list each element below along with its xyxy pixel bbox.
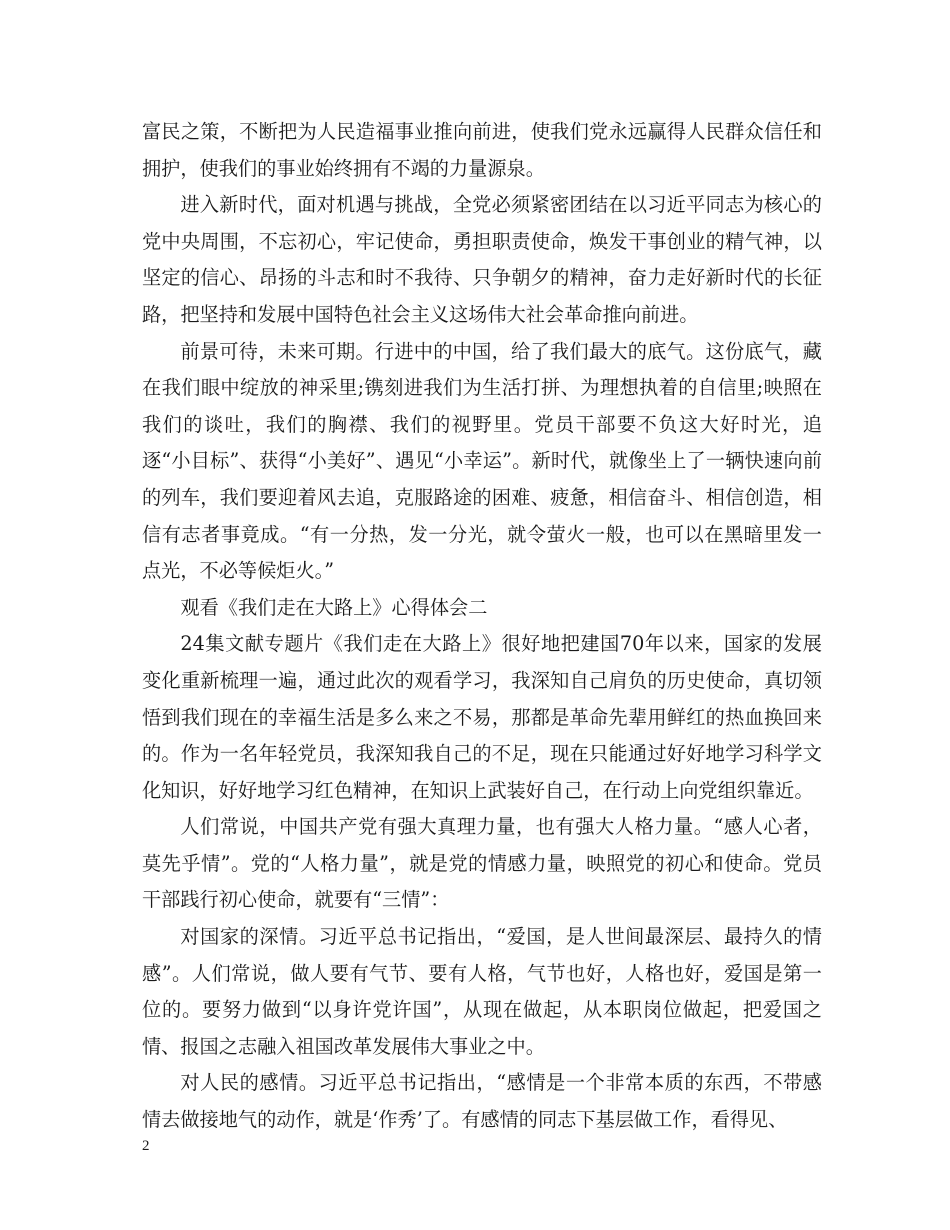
section-heading: 观看《我们走在大路上》心得体会二 [180,595,488,619]
paragraph-2: 进入新时代，面对机遇与挑战，全党必须紧密团结在以习近平同志为核心的党中央周围，不忘初心，牢记使命，勇担职责使命，焕发干事创业的精气神，以坚定的信心、昂扬的斗志和时不我待、只争朝夕的精神，奋力走好新时代的长征路，把坚持和发展中国特色社会主义这场伟大社会革命推向前进。 [142,193,822,326]
document-body [142,114,822,1139]
page-number: 2 [142,1138,150,1154]
paragraph-7: 对人民的感情。习近平总书记指出，“感情是一个非常本质的东西，不带感情去做接地气的动作，就是‘作秀’了。有感情的同志下基层做工作，看得见、 [142,1071,822,1132]
paragraph-3: 前景可待，未来可期。行进中的中国，给了我们最大的底气。这份底气，藏在我们眼中绽放的神采里;镌刻进我们为生活打拼、为理想执着的自信里;映照在我们的谈吐，我们的胸襟、我们的视野里。党员干部要不负这大好时光，追逐“小目标”、获得“小美好”、遇见“小幸运”。新时代，就像坐上了一辆快速向前的列车，我们要迎着风去追，克服路途的困难、疲惫，相信奋斗、相信创造，相信有志者事竟成。“有一分热，发一分光，就令萤火一般，也可以在黑暗里发一点光，不必等候炬火。” [142,339,822,583]
paragraph-6: 对国家的深情。习近平总书记指出，“爱国，是人世间最深层、最持久的情感”。人们常说，做人要有气节、要有人格，气节也好，人格也好，爱国是第一位的。要努力做到“以身许党许国”，从现在做起，从本职岗位做起，把爱国之情、报国之志融入祖国改革发展伟大事业之中。 [142,925,822,1058]
paragraph-5: 人们常说，中国共产党有强大真理力量，也有强大人格力量。“感人心者，莫先乎情”。党的“人格力量”，就是党的情感力量，映照党的初心和使命。党员干部践行初心使命，就要有“三情”： [142,815,822,912]
paragraph-4: 24集文献专题片《我们走在大路上》很好地把建国70年以来，国家的发展变化重新梳理一遍，通过此次的观看学习，我深知自己肩负的历史使命，真切领悟到我们现在的幸福生活是多么来之不易，那都是革命先辈用鲜红的热血换回来的。作为一名年轻党员，我深知我自己的不足，现在只能通过好好地学习科学文化知识，好好地学习红色精神，在知识上武装好自己，在行动上向党组织靠近。 [142,632,822,802]
paragraph-1: 富民之策，不断把为人民造福事业推向前进，使我们党永远赢得人民群众信任和拥护，使我们的事业始终拥有不竭的力量源泉。 [142,120,822,180]
